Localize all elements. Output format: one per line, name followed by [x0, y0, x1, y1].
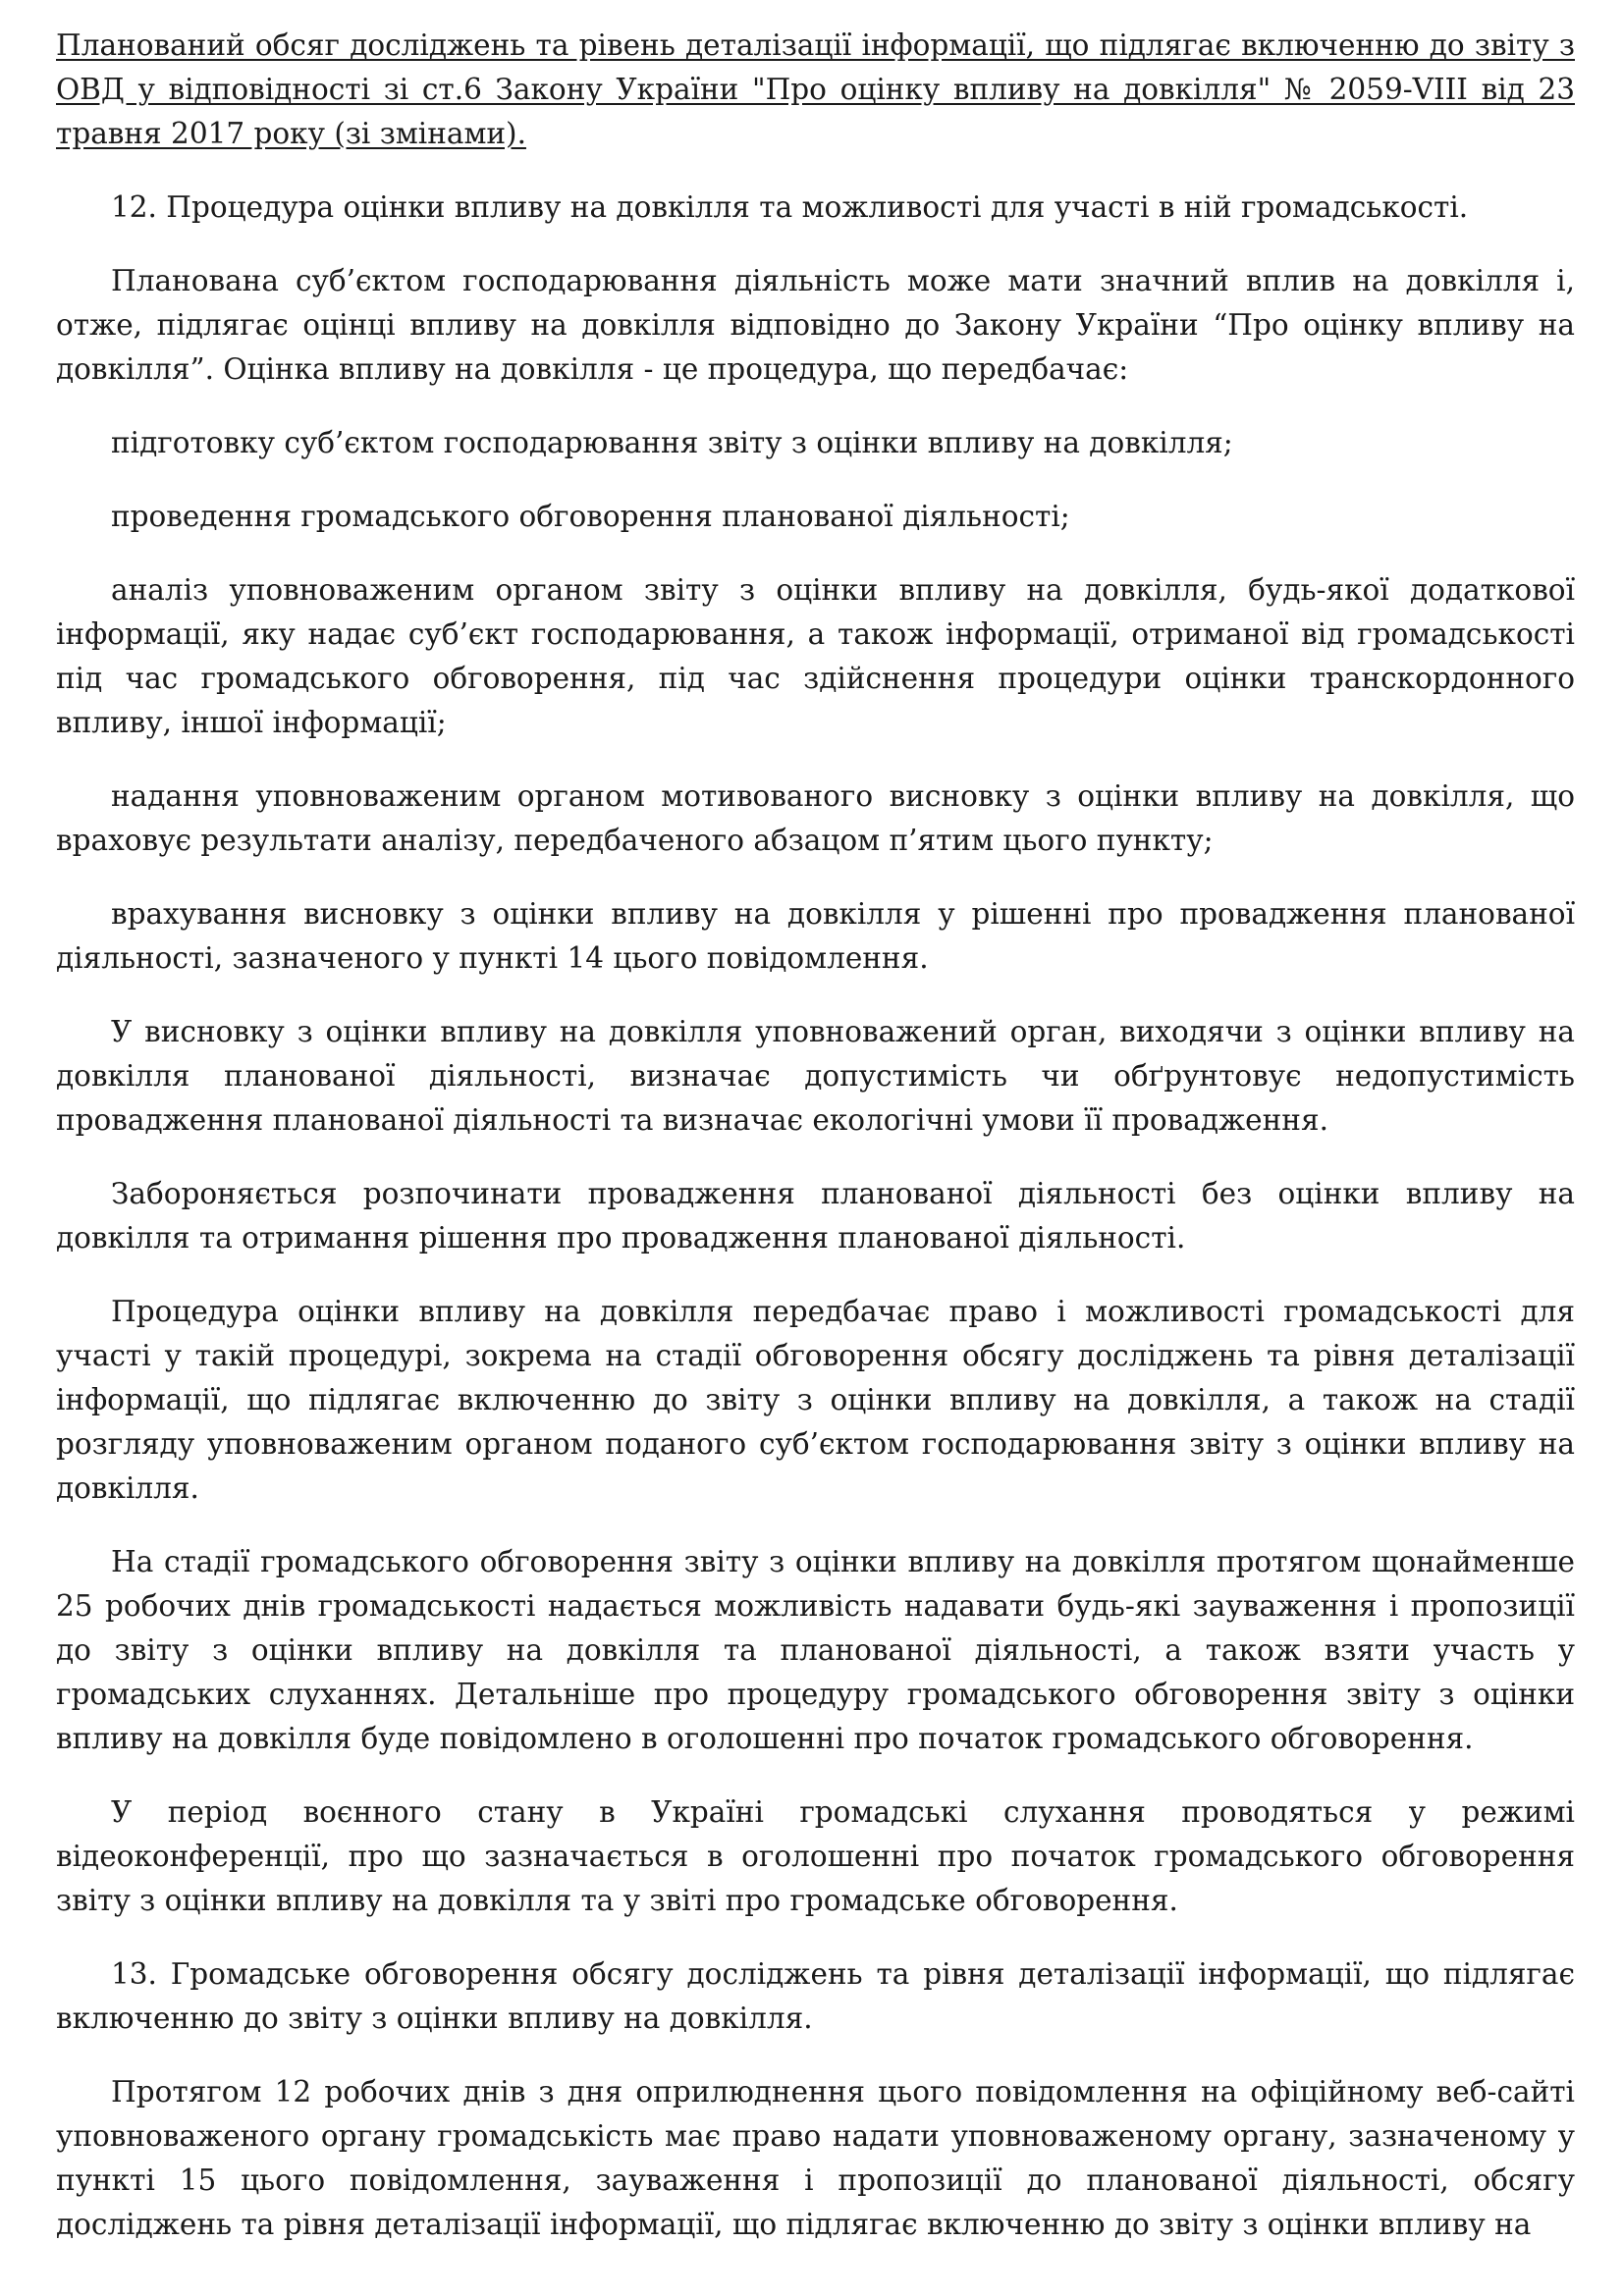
- document-page: [56, 24, 1575, 2247]
- paragraph-prohibition: Забороняється розпочинати провадження планованої діяльності без оцінки впливу на довкілля та отримання рішення про провадження планованої діяльності.: [56, 1177, 1575, 1255]
- scope-of-research-heading: Планований обсяг досліджень та рівень деталізації інформації, що підлягає включенню до звіту з ОВД у відповідності зі ст.6 Закону України "Про оцінку впливу на довкілля" № 2059-VIII від 23 травня 2017 року (зі змінами).: [56, 28, 1575, 150]
- list-item-public-discussion: проведення громадського обговорення планованої діяльності;: [111, 500, 1070, 533]
- paragraph-public-discussion-stage: На стадії громадського обговорення звіту з оцінки впливу на довкілля протягом щонайменше 25 робочих днів громадськості надається можливість надавати будь-які зауваження і пропозиції до звіту з оцінки впливу на довкілля та планованої діяльності, а також взяти участь у громадських слуханнях. Детальніше про процедуру громадського обговорення звіту з оцінки впливу на довкілля буде повідомлено в оголошенні про початок громадського обговорення.: [56, 1545, 1575, 1755]
- paragraph-public-rights: Процедура оцінки впливу на довкілля передбачає право і можливості громадськості для участі у такій процедурі, зокрема на стадії обговорення обсягу досліджень та рівня деталізації інформації, що підлягає включенню до звіту з оцінки впливу на довкілля, а також на стадії розгляду уповноваженим органом поданого суб’єктом господарювання звіту з оцінки впливу на довкілля.: [56, 1295, 1575, 1505]
- section-12-heading: 12. Процедура оцінки впливу на довкілля та можливості для участі в ній громадськості.: [111, 190, 1469, 224]
- paragraph-planned-activity: Планована суб’єктом господарювання діяльність може мати значний вплив на довкілля і, отже, підлягає оцінці впливу на довкілля відповідно до Закону України “Про оцінку впливу на довкілля”. Оцінка впливу на довкілля - це процедура, що передбачає:: [56, 264, 1575, 386]
- list-item-conclusion: надання уповноваженим органом мотивованого висновку з оцінки впливу на довкілля, що враховує результати аналізу, передбаченого абзацом п’ятим цього пункту;: [56, 779, 1575, 857]
- list-item-report-preparation: підготовку суб’єктом господарювання звіту з оцінки впливу на довкілля;: [111, 426, 1233, 459]
- list-item-decision: врахування висновку з оцінки впливу на довкілля у рішенні про провадження планованої діяльності, зазначеного у пункті 14 цього повідомлення.: [56, 897, 1575, 975]
- section-13-heading: 13. Громадське обговорення обсягу досліджень та рівня деталізації інформації, що підлягає включенню до звіту з оцінки впливу на довкілля.: [56, 1957, 1575, 2035]
- list-item-analysis: аналіз уповноваженим органом звіту з оцінки впливу на довкілля, будь-якої додаткової інформації, яку надає суб’єкт господарювання, а також інформації, отриманої від громадськості під час громадського обговорення, під час здійснення процедури оцінки транскордонного впливу, іншої інформації;: [56, 573, 1575, 739]
- paragraph-public-comment-period: Протягом 12 робочих днів з дня оприлюднення цього повідомлення на офіційному веб-сайті уповноваженого органу громадськість має право надати уповноваженому органу, зазначеному у пункті 15 цього повідомлення, зауваження і пропозиції до планованої діяльності, обсягу досліджень та рівня деталізації інформації, що підлягає включенню до звіту з оцінки впливу на: [56, 2075, 1575, 2241]
- paragraph-conclusion-details: У висновку з оцінки впливу на довкілля уповноважений орган, виходячи з оцінки впливу на довкілля планованої діяльності, визначає допустимість чи обґрунтовує недопустимість провадження планованої діяльності та визначає екологічні умови її провадження.: [56, 1015, 1575, 1137]
- paragraph-martial-law: У період воєнного стану в Україні громадські слухання проводяться у режимі відеоконференції, про що зазначається в оголошенні про початок громадського обговорення звіту з оцінки впливу на довкілля та у звіті про громадське обговорення.: [56, 1795, 1575, 1917]
